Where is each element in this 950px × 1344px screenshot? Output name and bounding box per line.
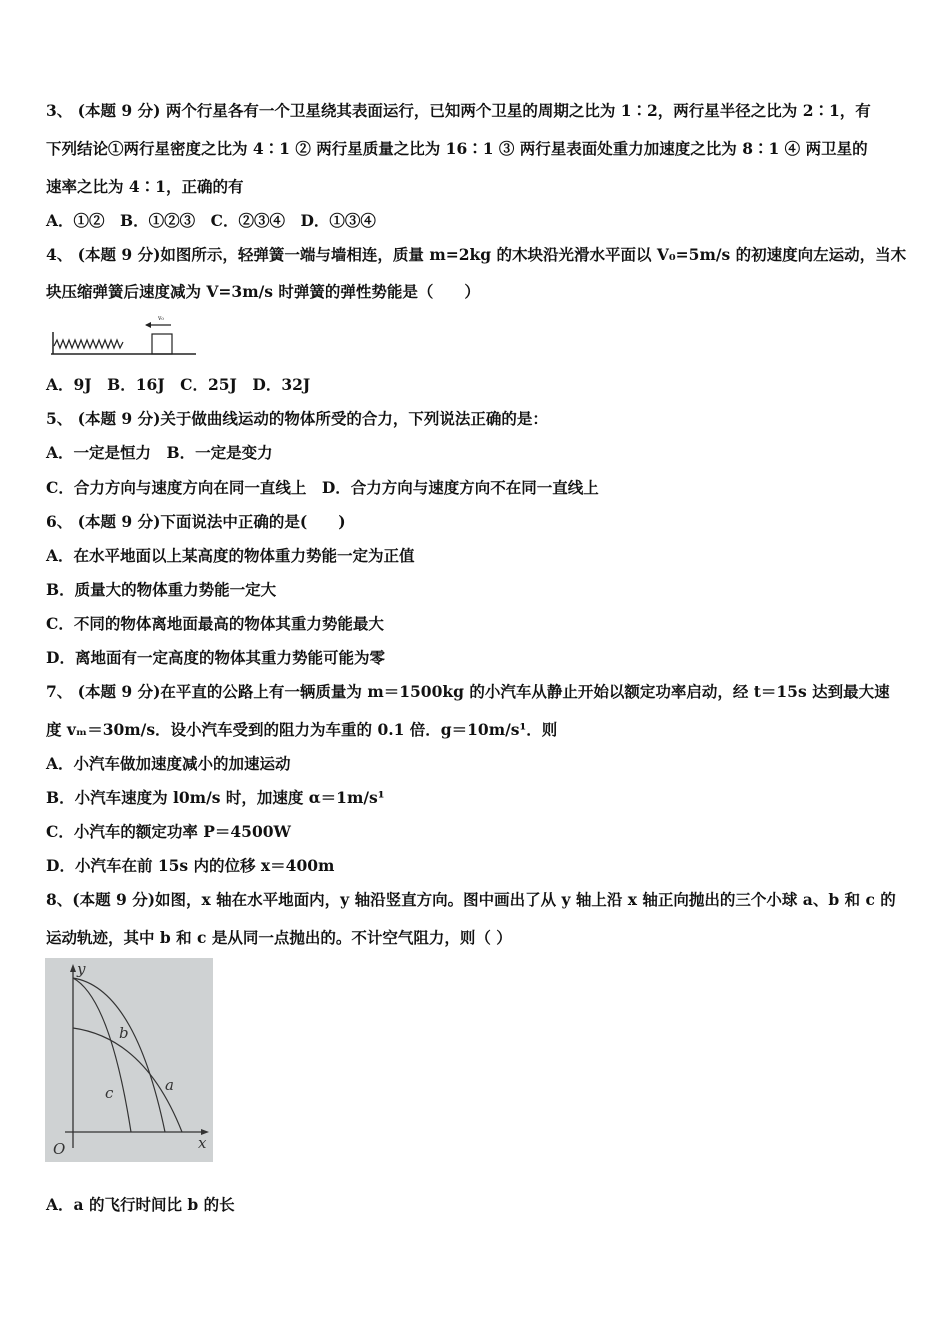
q4-line-1: 4、 (本题 9 分)如图所示，轻弹簧一端与墙相连，质量 m=2kg 的木块沿光滑水平面以 V₀=5m/s 的初速度向左运动，当木 [46,245,907,264]
projectile-trajectory-figure [45,958,213,1162]
q5-line-1: 5、 (本题 9 分)关于做曲线运动的物体所受的合力，下列说法正确的是： [46,409,548,428]
q8-line-2: 运动轨迹，其中 b 和 c 是从同一点抛出的。不计空气阻力，则（ ） [46,928,512,947]
q6-line-1: 6、 (本题 9 分)下面说法中正确的是( ) [46,512,346,531]
q8-line-1: 8、(本题 9 分)如图，x 轴在水平地面内，y 轴沿竖直方向。图中画出了从 y 轴上沿 x 轴正向抛出的三个小球 a、b 和 c 的 [46,890,896,909]
q4-options: A．9J B．16J C．25J D．32J [46,375,311,394]
q6-option-d: D．离地面有一定高度的物体其重力势能可能为零 [46,648,385,667]
q3-line-1: 3、 (本题 9 分) 两个行星各有一个卫星绕其表面运行，已知两个卫星的周期之比为 1∶2，两行星半径之比为 2∶1，有 [46,101,871,120]
curve-c-label: c [105,1084,114,1102]
q7-option-c: C．小汽车的额定功率 P＝4500W [46,822,291,841]
x-axis-label: x [198,1134,207,1152]
q4-line-2: 块压缩弹簧后速度减为 V=3m/s 时弹簧的弹性势能是（ ） [46,282,480,301]
q8-option-a: A．a 的飞行时间比 b 的长 [46,1195,235,1214]
q3-line-2: 下列结论①两行星密度之比为 4∶1 ② 两行星质量之比为 16∶1 ③ 两行星表面处重力加速度之比为 8∶1 ④ 两卫星的 [46,139,868,158]
curve-b-label: b [119,1024,129,1042]
q5-option-cd: C．合力方向与速度方向在同一直线上 D．合力方向与速度方向不在同一直线上 [46,478,599,497]
q3-options: A．①② B．①②③ C．②③④ D．①③④ [46,211,376,230]
q6-option-b: B．质量大的物体重力势能一定大 [46,580,277,599]
q7-line-1: 7、 (本题 9 分)在平直的公路上有一辆质量为 m＝1500kg 的小汽车从静止开始以额定功率启动，经 t＝15s 达到最大速 [46,682,890,701]
y-axis-label: y [77,960,86,978]
origin-label: O [53,1140,66,1158]
curve-a-label: a [165,1076,174,1094]
q7-option-b: B．小汽车速度为 l0m/s 时，加速度 α＝1m/s¹ [46,788,385,807]
q7-option-a: A．小汽车做加速度减小的加速运动 [46,754,291,773]
q7-line-2: 度 vₘ＝30m/s．设小汽车受到的阻力为车重的 0.1 倍．g＝10m/s¹．则 [46,720,558,739]
spring-block-figure [46,312,198,360]
q5-option-ab: A．一定是恒力 B．一定是变力 [46,443,273,462]
q3-line-3: 速率之比为 4∶1，正确的有 [46,177,244,196]
velocity-label: v₀ [158,315,164,322]
q6-option-c: C．不同的物体离地面最高的物体其重力势能最大 [46,614,384,633]
q6-option-a: A．在水平地面以上某高度的物体重力势能一定为正值 [46,546,415,565]
q7-option-d: D．小汽车在前 15s 内的位移 x＝400m [46,856,335,875]
